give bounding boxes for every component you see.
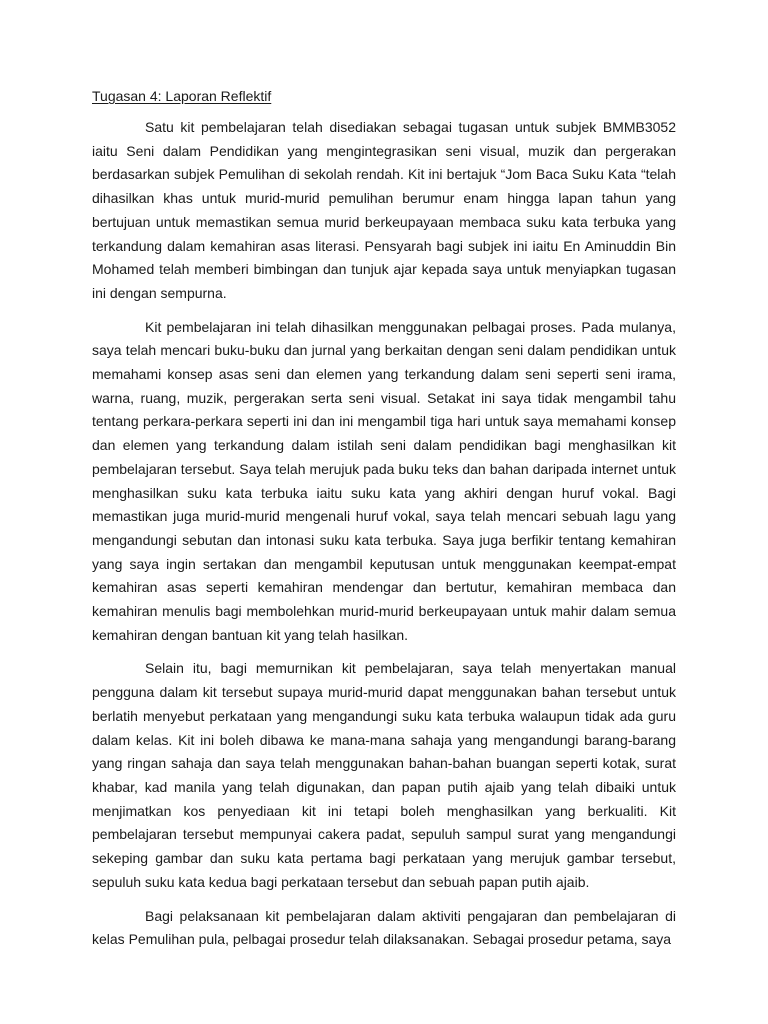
paragraph-2: Kit pembelajaran ini telah dihasilkan menggunakan pelbagai proses. Pada mulanya, saya telah mencari buku-buku dan jurnal yang berkaitan dengan seni dalam pendidikan untuk memahami konsep asas seni dan elemen yang terkandung dalam seni seperti seni irama, warna, ruang, muzik, pergerakan serta seni visual. Setakat ini saya tidak mengambil tahu tentang perkara-perkara seperti ini dan ini mengambil tiga hari untuk saya memahami konsep dan elemen yang terkandung dalam istilah seni dalam pendidikan bagi menghasilkan kit pembelajaran tersebut. Saya telah merujuk pada buku teks dan bahan daripada internet untuk menghasilkan suku kata terbuka iaitu suku kata yang akhiri dengan huruf vokal. Bagi memastikan juga murid-murid mengenali huruf vokal, saya telah mencari sebuah lagu yang mengandungi sebutan dan intonasi suku kata terbuka. Saya juga berfikir tentang kemahiran yang saya ingin sertakan dan mengambil keputusan untuk menggunakan keempat-empat kemahiran asas seperti kemahiran mendengar dan bertutur, kemahiran membaca dan kemahiran menulis bagi membolehkan murid-murid berkeupayaan untuk mahir dalam semua kemahiran dengan bantuan kit yang telah hasilkan. (92, 318, 676, 643)
document-body (92, 116, 676, 952)
paragraph-1: Satu kit pembelajaran telah disediakan sebagai tugasan untuk subjek BMMB3052 iaitu Seni dalam Pendidikan yang mengintegrasikan seni visual, muzik dan pergerakan berdasarkan subjek Pemulihan di sekolah rendah. Kit ini bertajuk “Jom Baca Suku Kata “telah dihasilkan khas untuk murid-murid pemulihan berumur enam hingga lapan tahun yang bertujuan untuk memastikan semua murid berkeupayaan membaca suku kata terbuka yang terkandung dalam kemahiran asas literasi. Pensyarah bagi subjek ini iaitu En Aminuddin Bin Mohamed telah memberi bimbingan dan tunjuk ajar kepada saya untuk menyiapkan tugasan ini dengan sempurna. (92, 119, 676, 301)
paragraph-4: Bagi pelaksanaan kit pembelajaran dalam aktiviti pengajaran dan pembelajaran di kelas Pemulihan pula, pelbagai prosedur telah dilaksanakan. Sebagai prosedur petama, saya (92, 907, 676, 948)
paragraph-3: Selain itu, bagi memurnikan kit pembelajaran, saya telah menyertakan manual pengguna dalam kit tersebut supaya murid-murid dapat menggunakan bahan tersebut untuk berlatih menyebut perkataan yang mengandungi suku kata terbuka walaupun tidak ada guru dalam kelas. Kit ini boleh dibawa ke mana-mana sahaja yang mengandungi barang-barang yang ringan sahaja dan saya telah menggunakan bahan-bahan buangan seperti kotak, surat khabar, kad manila yang telah digunakan, dan papan putih ajaib yang telah dibaiki untuk menjimatkan kos penyediaan kit ini tetapi boleh menghasilkan yang berkualiti. Kit pembelajaran tersebut mempunyai cakera padat, sepuluh sampul surat yang mengandungi sekeping gambar dan suku kata pertama bagi perkataan yang merujuk gambar tersebut, sepuluh suku kata kedua bagi perkataan tersebut dan sebuah papan putih ajaib. (92, 660, 676, 890)
document-title: Tugasan 4: Laporan Reflektif (92, 88, 272, 104)
